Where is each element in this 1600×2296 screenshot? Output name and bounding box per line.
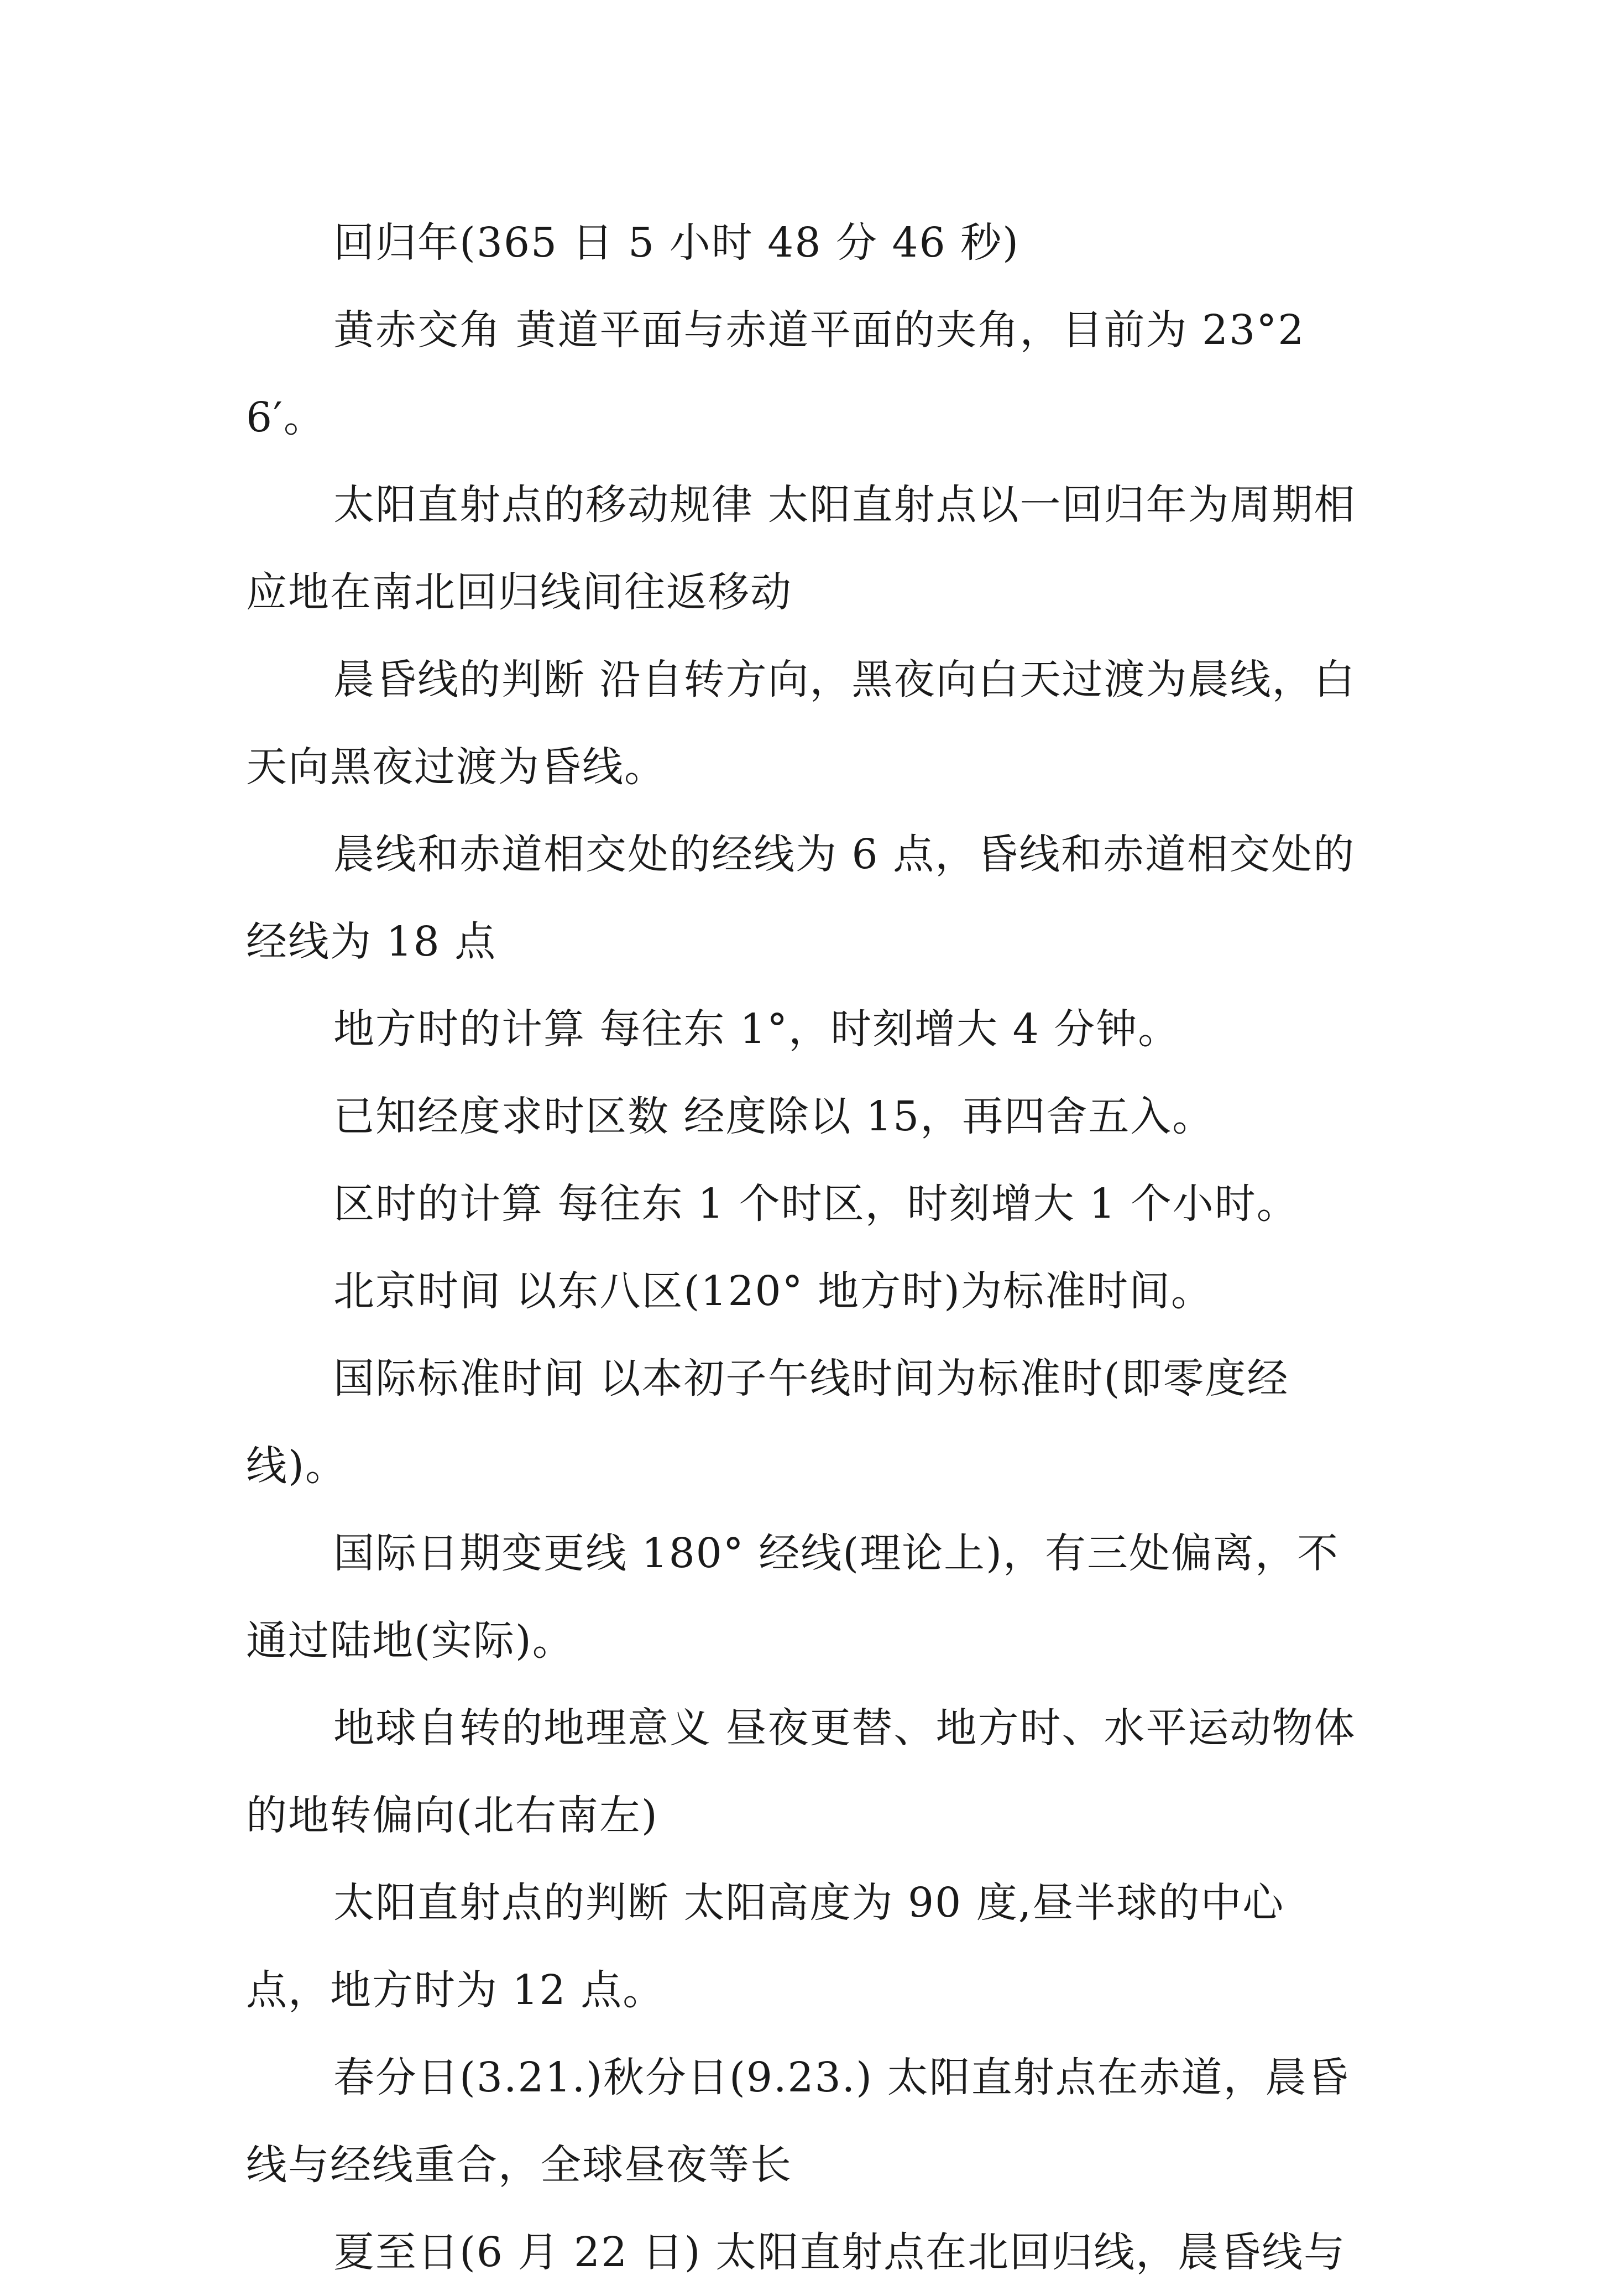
paragraph-date-line: 国际日期变更线 180° 经线(理论上)，有三处偏离，不通过陆地(实际)。 [246, 1530, 1340, 1664]
paragraph-time-zone-number: 已知经度求时区数 经度除以 15，再四舍五入。 [333, 1093, 1215, 1140]
paragraph-subsolar-movement: 太阳直射点的移动规律 太阳直射点以一回归年为周期相应地在南北回归线间往返移动 [246, 481, 1356, 616]
paragraph-tropical-year: 回归年(365 日 5 小时 48 分 46 秒) [333, 219, 1020, 267]
document-body [246, 199, 1368, 2296]
paragraph-rotation-significance: 地球自转的地理意义 昼夜更替、地方时、水平运动物体的地转偏向(北右南左) [246, 1704, 1356, 1839]
paragraph-zone-time: 区时的计算 每往东 1 个时区，时刻增大 1 个小时。 [333, 1180, 1299, 1228]
paragraph-beijing-time: 北京时间 以东八区(120° 地方时)为标准时间。 [333, 1267, 1214, 1315]
paragraph-obliquity: 黄赤交角 黄道平面与赤道平面的夹角，目前为 23°26′。 [246, 306, 1305, 441]
paragraph-summer-solstice: 夏至日(6 月 22 日) 太阳直射点在北回归线，晨昏线与 [333, 2229, 1346, 2276]
paragraph-terminator-equator: 晨线和赤道相交处的经线为 6 点，昏线和赤道相交处的经线为 18 点 [246, 831, 1356, 966]
paragraph-equinoxes: 春分日(3.21.)秋分日(9.23.) 太阳直射点在赤道，晨昏线与经线重合，全球昼夜等长 [246, 2054, 1350, 2189]
paragraph-international-standard-time: 国际标准时间 以本初子午线时间为标准时(即零度经线)。 [246, 1355, 1289, 1490]
paragraph-subsolar-judgement: 太阳直射点的判断 太阳高度为 90 度,昼半球的中心点，地方时为 12 点。 [246, 1879, 1285, 2014]
paragraph-local-time: 地方时的计算 每往东 1°，时刻增大 4 分钟。 [333, 1005, 1180, 1053]
paragraph-terminator-judgement: 晨昏线的判断 沿自转方向，黑夜向白天过渡为晨线，白天向黑夜过渡为昏线。 [246, 656, 1356, 791]
